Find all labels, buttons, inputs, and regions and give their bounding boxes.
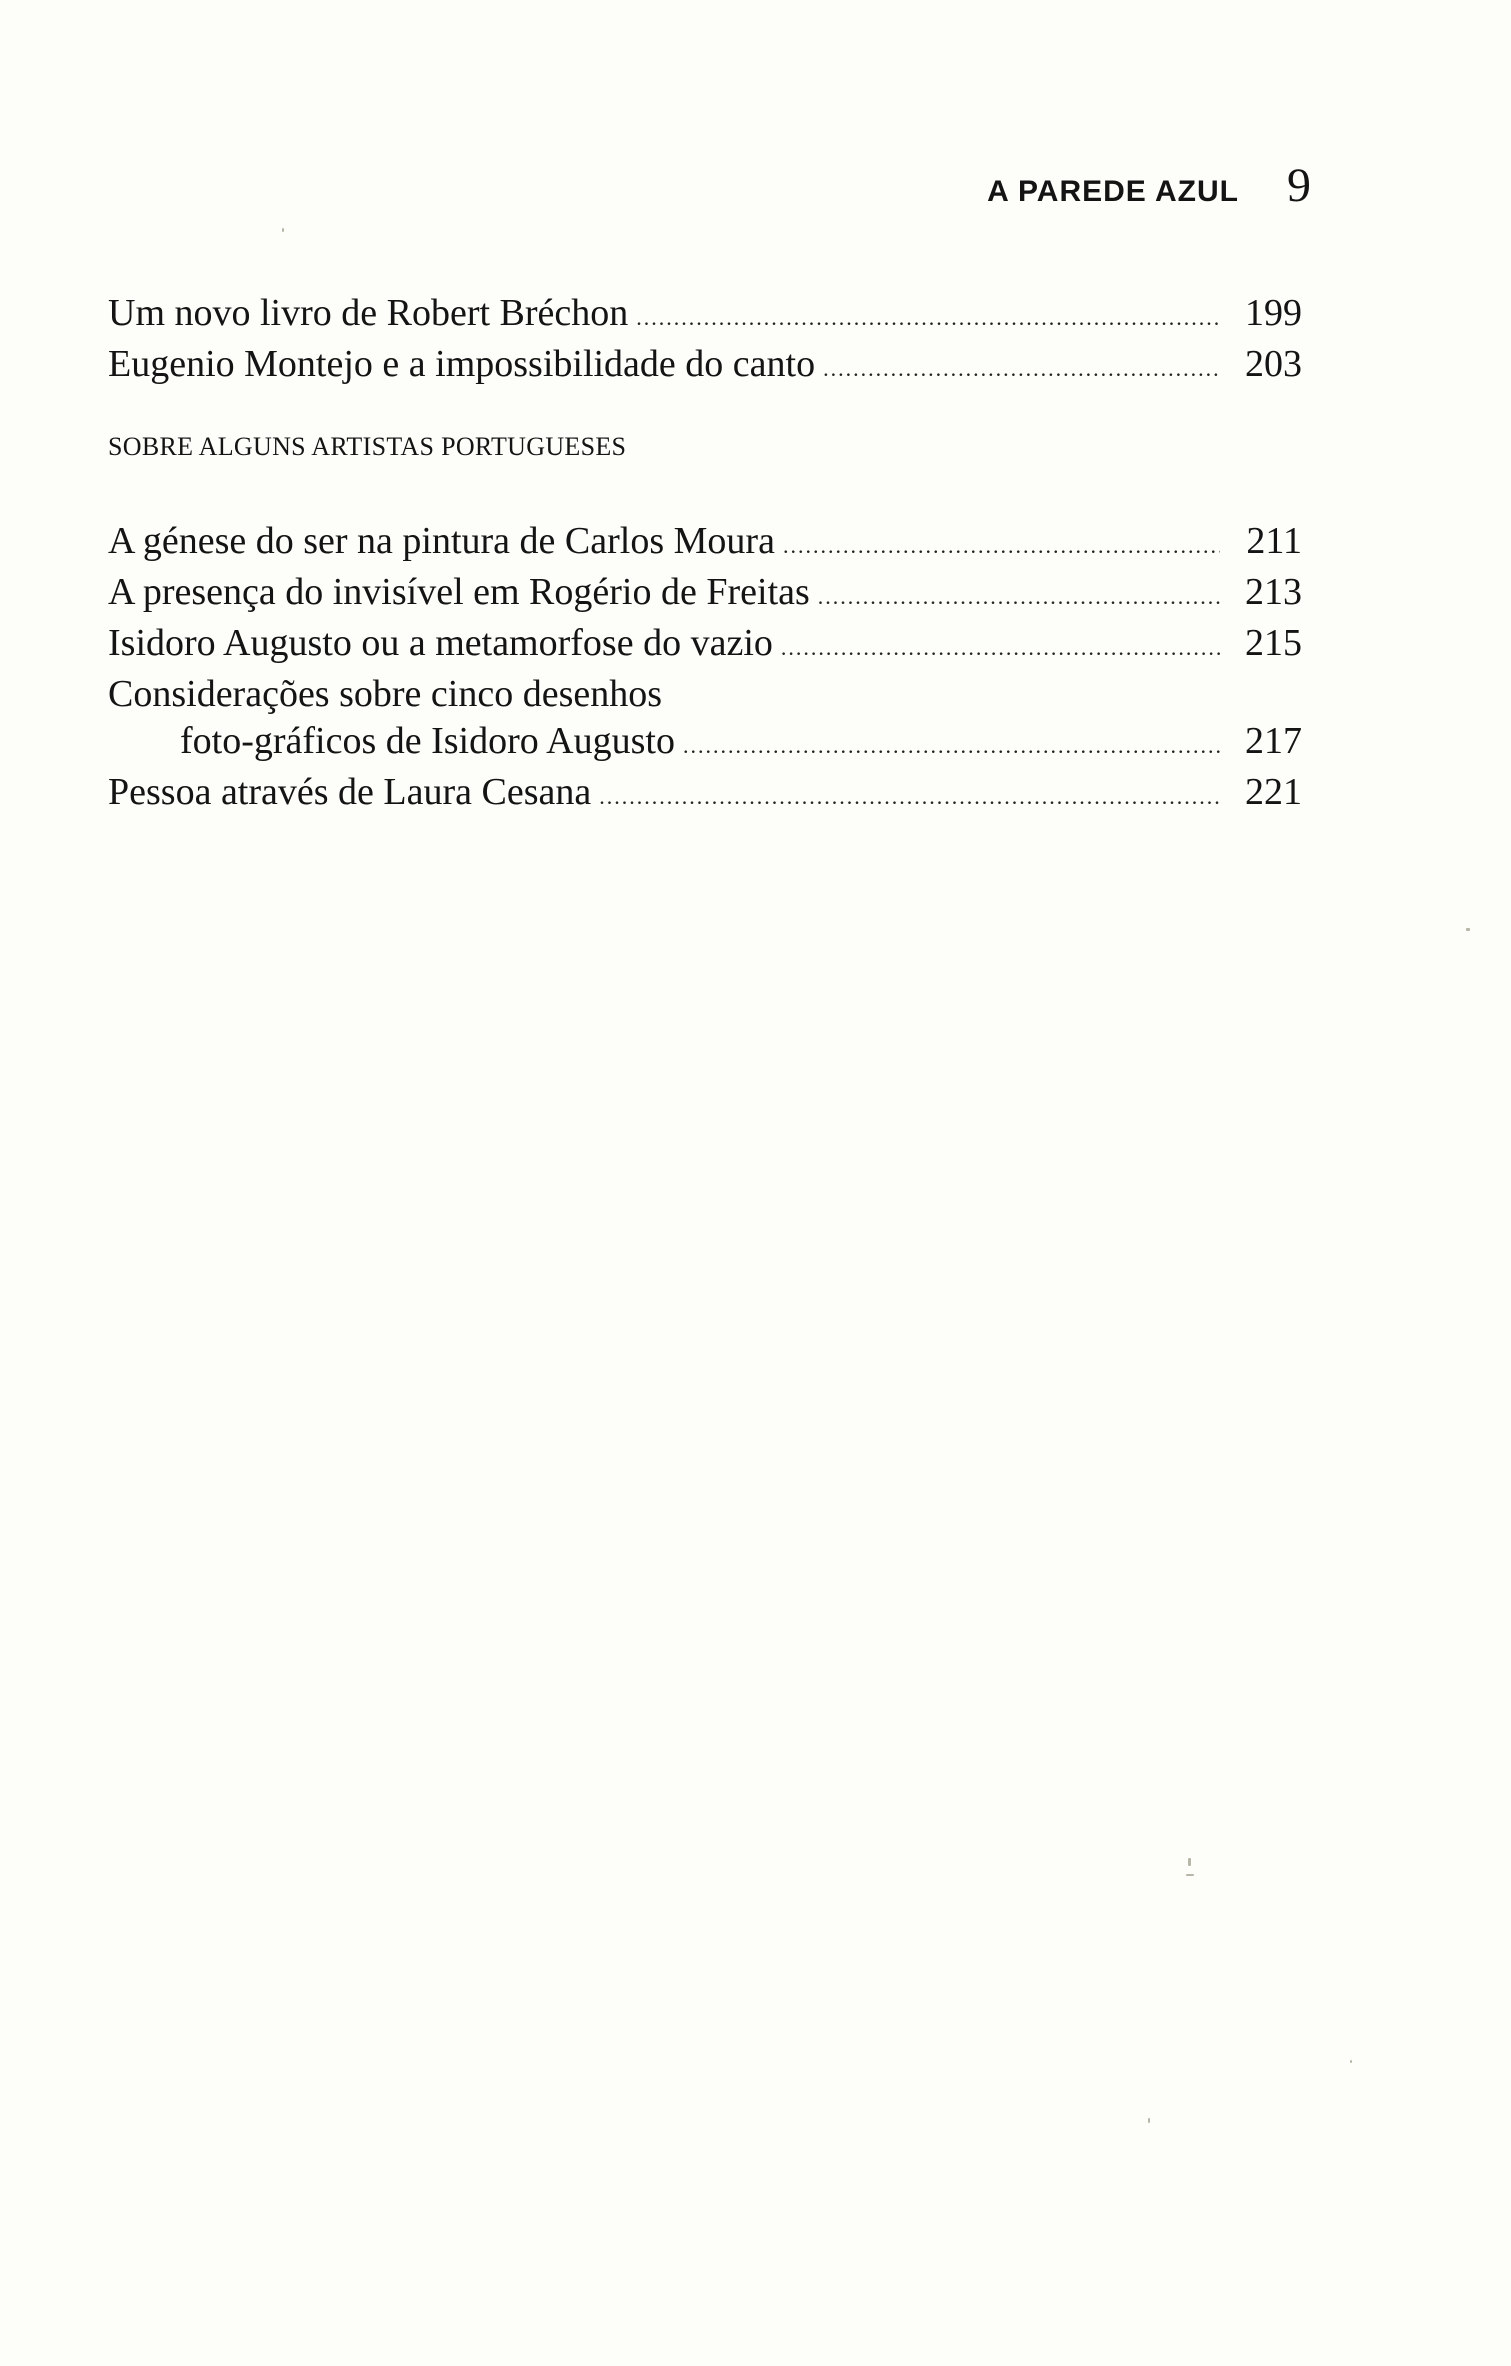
toc-entry-page: 213 [1245, 571, 1302, 613]
paper-speck [282, 228, 284, 232]
toc-entry-title: Eugenio Montejo e a impossibilidade do canto [108, 343, 816, 385]
toc-group [108, 518, 1302, 820]
section-heading: SOBRE ALGUNS ARTISTAS PORTUGUESES [108, 432, 627, 461]
dot-leader [823, 345, 1220, 392]
toc-entry-page: 211 [1246, 520, 1302, 562]
toc-entry-page: 199 [1245, 292, 1302, 334]
toc-group [108, 290, 1302, 392]
toc-entry-title: A presença do invisível em Rogério de Freitas [108, 571, 810, 613]
toc-entry-page: 217 [1245, 720, 1302, 762]
toc-entry-title-continuation: foto-gráficos de Isidoro Augusto [180, 720, 675, 762]
toc-entry [108, 341, 1302, 392]
paper-speck [1148, 2118, 1150, 2123]
paper-speck [1188, 1858, 1191, 1866]
toc-entry [108, 769, 1302, 820]
toc-entry-title: Isidoro Augusto ou a metamorfose do vazio [108, 622, 773, 664]
toc-entry [108, 718, 1302, 769]
toc-entry-title: Pessoa através de Laura Cesana [108, 771, 592, 813]
dot-leader [599, 773, 1220, 820]
toc-entry-page: 215 [1245, 622, 1302, 664]
toc-entry [108, 620, 1302, 671]
dot-leader [781, 624, 1220, 671]
paper-speck [1350, 2060, 1352, 2063]
toc-entry-page: 203 [1245, 343, 1302, 385]
dot-leader [818, 573, 1220, 620]
page-number: 9 [1287, 159, 1311, 212]
dot-leader [636, 294, 1220, 341]
toc-entry-page: 221 [1245, 771, 1302, 813]
paper-speck [1186, 1874, 1194, 1876]
dot-leader [783, 522, 1220, 569]
toc-entry [108, 290, 1302, 341]
paper-speck [1466, 928, 1470, 931]
toc-entry-title: A génese do ser na pintura de Carlos Moura [108, 520, 775, 562]
running-head [987, 158, 1311, 213]
dot-leader [683, 722, 1220, 769]
toc-entry-title: Considerações sobre cinco desenhos [108, 673, 663, 715]
toc-entry [108, 518, 1302, 569]
toc-entry-title: Um novo livro de Robert Bréchon [108, 292, 629, 334]
running-title: A PAREDE AZUL [987, 175, 1239, 208]
toc-entry [108, 569, 1302, 620]
